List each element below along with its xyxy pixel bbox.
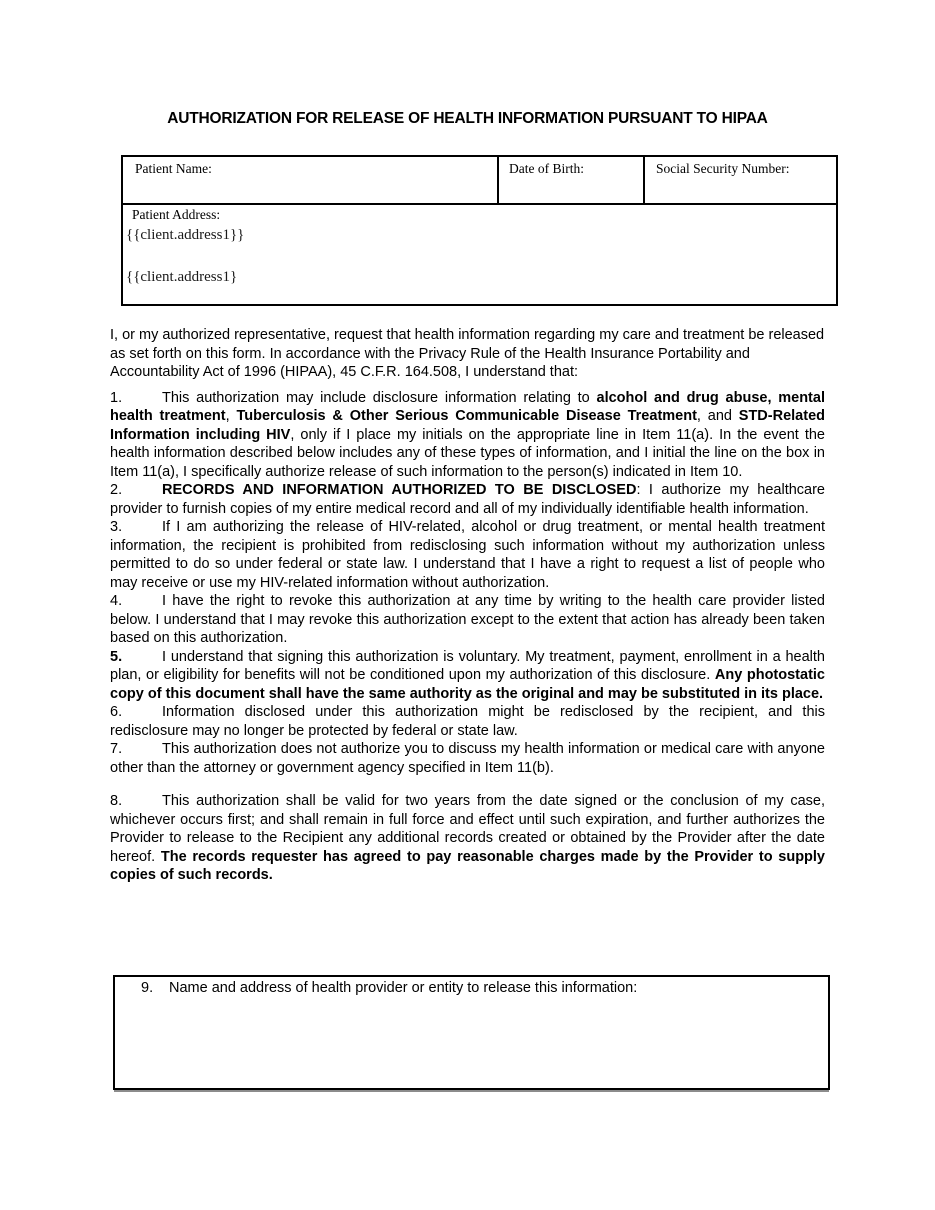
- item-3: [110, 518, 825, 592]
- item-7-text: This authorization does not authorize you to discuss my health information or medical care with anyone other than the attorney or government agency specified in Item 11(b).: [110, 741, 825, 776]
- item-4: [110, 592, 825, 648]
- intro-paragraph: I, or my authorized representative, request that health information regarding my care and treatment be released as set forth on this form. In accordance with the Privacy Rule of the Health Insurance Portability and Accountability Act of 1996 (HIPAA), 45 C.F.R. 164.508, I understand that:: [110, 327, 825, 380]
- body-text: [110, 326, 825, 885]
- provider-name-address-box[interactable]: [113, 975, 830, 1090]
- item-8: [110, 792, 825, 885]
- patient-header-row: [122, 156, 837, 204]
- item-1-text: This authorization may include disclosure information relating to alcohol and drug abuse, mental health treatment, Tuberculosis & Other Serious Communicable Disease Treatment, and STD-Related Information including HIV, only if I place my initials on the appropriate line in Item 11(a). In the event the health information described below includes any of these types of information, and I initial the line on the box in Item 11(a), I specifically authorize release of such information to the person(s) indicated in Item 10.: [110, 389, 825, 480]
- item-2: [110, 481, 825, 518]
- item-4-text: I have the right to revoke this authorization at any time by writing to the health care provider listed below. I understand that I may revoke this authorization except to the extent that action has already been taken based on this authorization.: [110, 593, 825, 646]
- date-of-birth-field[interactable]: [498, 156, 644, 204]
- item-5-text: I understand that signing this authorization is voluntary. My treatment, payment, enrollment in a health plan, or eligibility for benefits will not be conditioned upon my authorization of this disclosure. Any photostatic copy of this document shall have the same authority as the original and may be substituted in its place.: [110, 648, 825, 702]
- item-8-number: 8.: [110, 793, 123, 809]
- item-5-number: 5.: [110, 648, 123, 665]
- item-9-text: Name and address of health provider or entity to release this information:: [169, 980, 638, 996]
- item-7: [110, 740, 825, 777]
- ssn-label: Social Security Number:: [656, 161, 790, 176]
- item-2-text: RECORDS AND INFORMATION AUTHORIZED TO BE DISCLOSED: I authorize my healthcare provider to furnish copies of my entire medical record and all of my individually identifiable health information.: [110, 482, 825, 517]
- item-1: [110, 389, 825, 482]
- document-title: AUTHORIZATION FOR RELEASE OF HEALTH INFORMATION PURSUANT TO HIPAA: [167, 110, 768, 127]
- item-2-number: 2.: [110, 482, 123, 498]
- patient-name-field[interactable]: [122, 156, 498, 204]
- item-6-text: Information disclosed under this authorization might be redisclosed by the recipient, and this redisclosure may no longer be protected by federal or state law.: [110, 704, 825, 739]
- item-9-number: 9.: [141, 980, 154, 996]
- patient-name-label: Patient Name:: [135, 161, 212, 176]
- item-6-number: 6.: [110, 704, 123, 720]
- item-3-text: If I am authorizing the release of HIV-related, alcohol or drug treatment, or mental health treatment information, the recipient is prohibited from redisclosing such information without my authorization unless permitted to do so under federal or state law. I understand that I have a right to request a list of people who may receive or use my HIV-related information without authorization.: [110, 519, 825, 591]
- item-3-number: 3.: [110, 519, 123, 535]
- item-1-number: 1.: [110, 389, 123, 406]
- patient-address-row: [122, 204, 837, 305]
- item-5: [110, 648, 825, 704]
- address-placeholder-2: {{client.address1}: [126, 269, 238, 285]
- provider-box-label-row: [115, 977, 828, 998]
- ssn-field[interactable]: [644, 156, 837, 204]
- item-6: [110, 703, 825, 740]
- date-of-birth-label: Date of Birth:: [509, 161, 584, 176]
- patient-address-label: Patient Address:: [132, 207, 221, 222]
- address-placeholder-1: {{client.address1}}: [126, 227, 245, 243]
- item-4-number: 4.: [110, 593, 123, 609]
- patient-address-field[interactable]: [122, 204, 837, 305]
- item-8-text: This authorization shall be valid for two years from the date signed or the conclusion of my case, whichever occurs first; and shall remain in full force and effect until such expiration, and further authorizes the Provider to release to the Recipient any additional records created or obtained by the Provider after the date hereof. The records requester has agreed to pay reasonable charges made by the Provider to supply copies of such records.: [110, 793, 826, 883]
- item-7-number: 7.: [110, 741, 123, 757]
- patient-info-table: [121, 155, 838, 306]
